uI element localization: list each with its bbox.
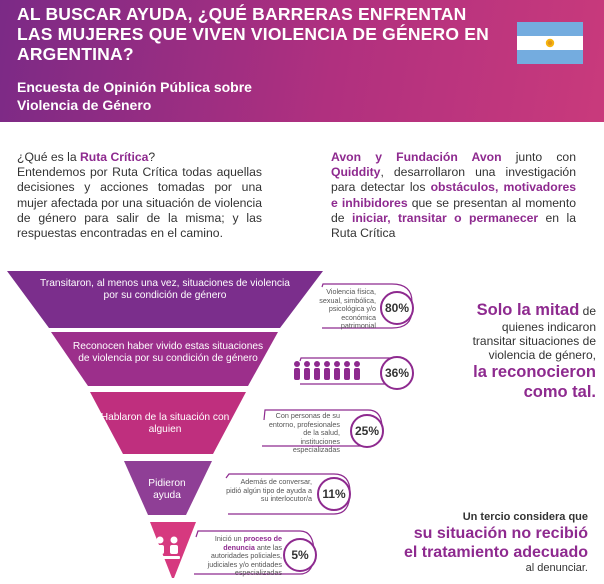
question-highlight: Ruta Crítica [80, 150, 149, 164]
quote-half [466, 300, 596, 402]
funnel-label-1: Transitaron, al menos una vez, situaciones de violencia por su condición de género [40, 278, 290, 302]
women-group-icon [294, 361, 360, 380]
quote-text: de quienes indicaron transitar situaciones de violencia de género, [472, 304, 596, 362]
intro-highlight: iniciar, transitar o permanecer [351, 210, 539, 225]
intro-text: junto con [501, 150, 576, 164]
quote-text: Un tercio considera que [462, 511, 588, 523]
quote-highlight: su situación no recibió el tratamiento adecuado [403, 525, 588, 561]
quote-text: al denunciar. [525, 562, 588, 574]
funnel-note-3: Con personas de su entorno, profesionales de la salud, instituciones especializadas [268, 411, 340, 455]
funnel-label-3: Hablaron de la situación con alguien [100, 412, 230, 436]
funnel-label-4: Pidieron ayuda [148, 478, 186, 502]
note-text: Inició un [214, 534, 244, 543]
quote-third [398, 511, 588, 575]
question-prefix: ¿Qué es la [17, 150, 80, 164]
intro-highlight: obstáculos, motivadores e inhibidores [331, 180, 576, 210]
intro-text: que se presentan al momento de [331, 195, 576, 225]
intro-text: en la Ruta Crítica [331, 210, 576, 241]
percent-80: 80% [380, 291, 414, 325]
quote-highlight: Solo la mitad [476, 301, 580, 319]
intro-definition: Entendemos por Ruta Crítica todas aquellas decisiones y acciones tomadas por una mujer afectada por una situación de violencia de género para salir de la misma; y las respuestas encontradas en el camino. [17, 165, 262, 241]
note-highlight: proceso de denuncia [223, 534, 282, 552]
funnel-note-5 [196, 535, 282, 578]
sponsor-name: Avon y Fundación Avon [331, 150, 502, 164]
intro-text: , desarrollaron una investigación para detectar los [331, 165, 576, 195]
question-suffix: ? [148, 150, 156, 164]
funnel-note-4: Además de conversar, pidió algún tipo de ayuda a su interlocutor/a [226, 477, 312, 504]
percent-36: 36% [380, 356, 414, 390]
quote-highlight: la reconocieron como tal. [473, 363, 596, 401]
percent-5: 5% [283, 538, 317, 572]
partner-name: Quiddity [331, 165, 381, 180]
percent-11: 11% [317, 477, 351, 511]
percent-25: 25% [350, 414, 384, 448]
funnel-note-1: Violencia física, sexual, simbólica, psicológica y/o económica patrimonial [319, 287, 376, 331]
page-subtitle: Encuesta de Opinión Pública sobre Violencia de Género [17, 79, 252, 113]
page-title: AL BUSCAR AYUDA, ¿QUÉ BARRERAS ENFRENTAN LAS MUJERES QUE VIVEN VIOLENCIA DE GÉNERO EN ARGENTINA? [17, 4, 489, 64]
note-text: ante las autoridades policiales, judiciales y/o entidades especializadas [207, 542, 282, 578]
funnel-label-2: Reconocen haber vivido estas situaciones de violencia por su condición de género [72, 341, 264, 365]
